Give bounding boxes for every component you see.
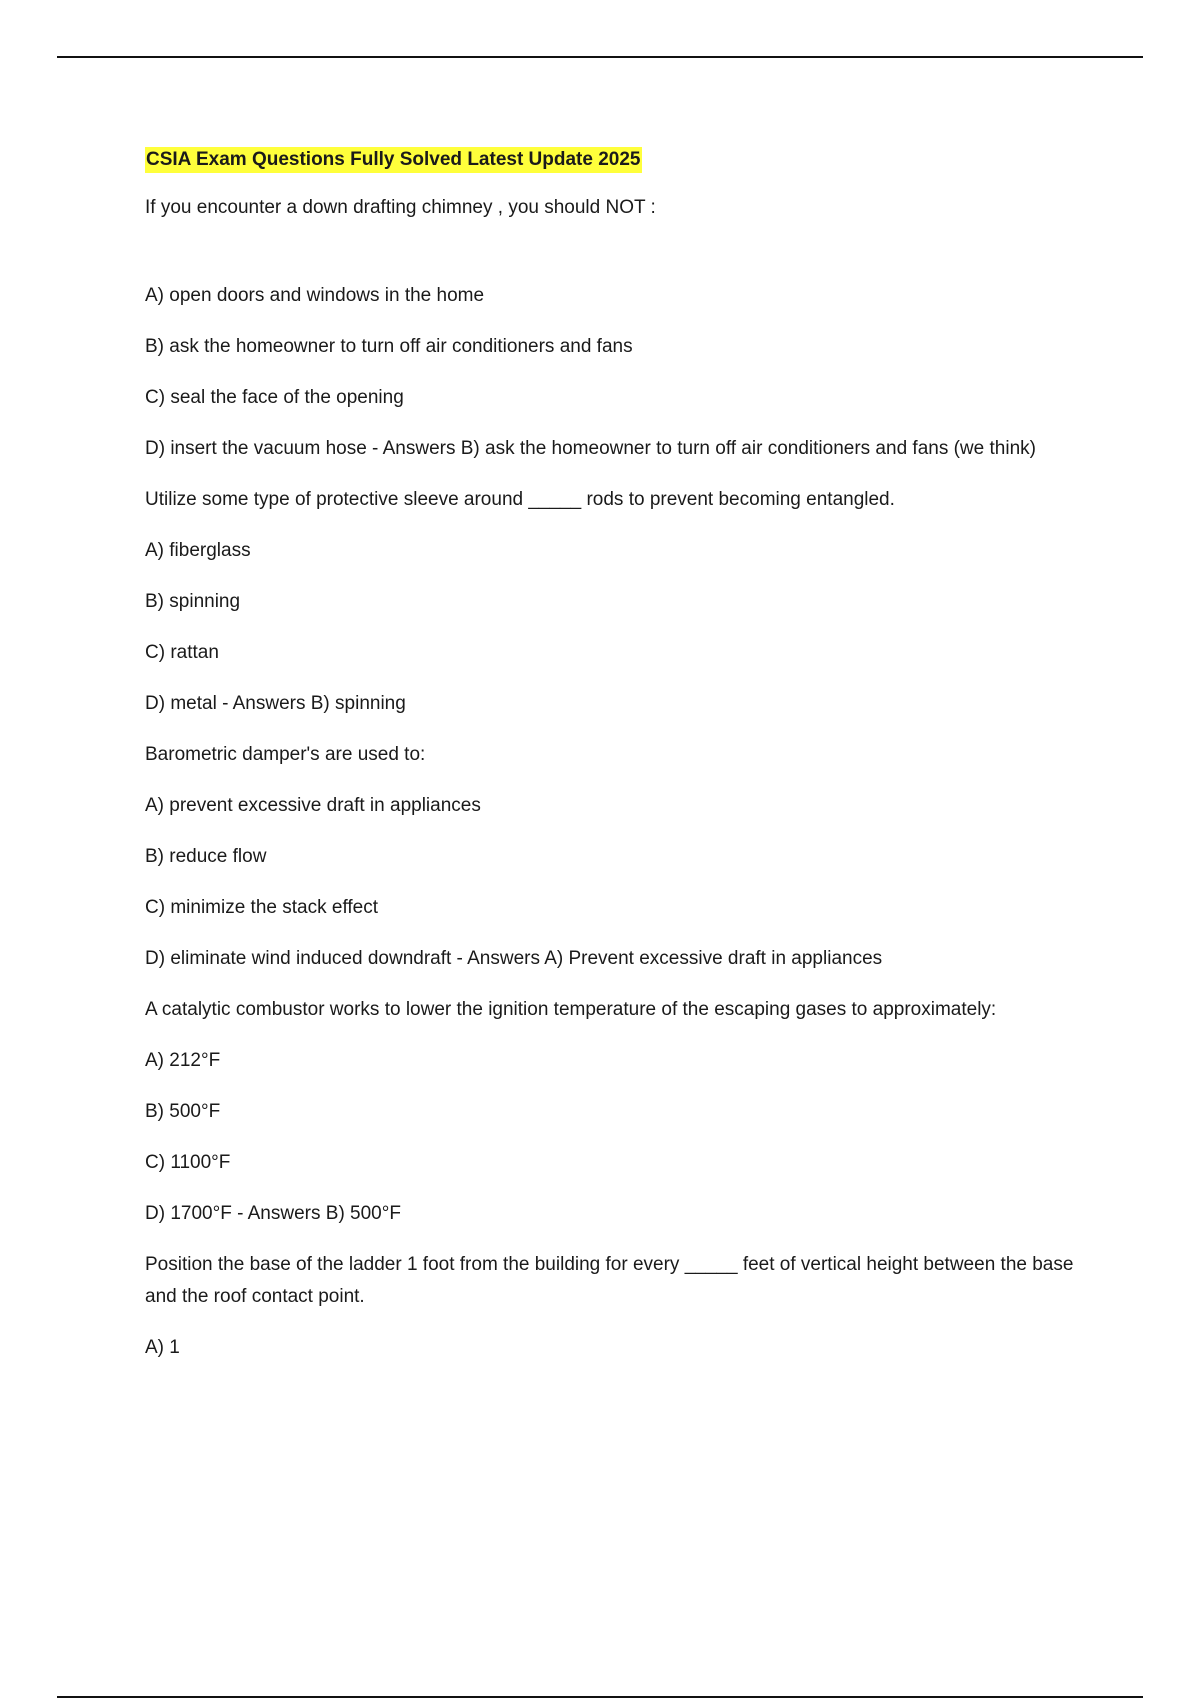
question-4-option-a: A) 212°F bbox=[145, 1050, 221, 1071]
question-3-option-c: C) minimize the stack effect bbox=[145, 897, 379, 918]
question-4-option-d-answer: D) 1700°F - Answers B) 500°F bbox=[145, 1203, 401, 1224]
question-3-option-d-answer: D) eliminate wind induced downdraft - Answers A) Prevent excessive draft in appliances bbox=[145, 948, 883, 969]
question-2-option-b: B) spinning bbox=[145, 591, 241, 612]
question-2-option-c: C) rattan bbox=[145, 642, 219, 663]
title-block bbox=[145, 144, 1085, 172]
question-5-option-a: A) 1 bbox=[145, 1337, 180, 1358]
header-rule bbox=[57, 56, 1143, 58]
question-1-option-c: C) seal the face of the opening bbox=[145, 387, 404, 408]
question-2-text: Utilize some type of protective sleeve around _____ rods to prevent becoming entangled. bbox=[145, 489, 895, 510]
question-4-option-b: B) 500°F bbox=[145, 1101, 221, 1122]
footer-rule bbox=[57, 1696, 1143, 1698]
question-3-option-a: A) prevent excessive draft in appliances bbox=[145, 795, 481, 816]
question-3-option-b: B) reduce flow bbox=[145, 846, 267, 867]
question-1-option-a: A) open doors and windows in the home bbox=[145, 285, 485, 306]
question-1-option-b: B) ask the homeowner to turn off air conditioners and fans bbox=[145, 336, 633, 357]
question-4-option-c: C) 1100°F bbox=[145, 1152, 231, 1173]
question-5-text: Position the base of the ladder 1 foot from the building for every _____ feet of vertical height between the base and the roof contact point. bbox=[145, 1254, 1074, 1307]
question-1-option-d-answer: D) insert the vacuum hose - Answers B) ask the homeowner to turn off air conditioners and fans (we think) bbox=[145, 438, 1036, 459]
question-2-option-a: A) fiberglass bbox=[145, 540, 251, 561]
document-body bbox=[145, 144, 1085, 1383]
question-2-option-d-answer: D) metal - Answers B) spinning bbox=[145, 693, 406, 714]
question-1-text: If you encounter a down drafting chimney , you should NOT : bbox=[145, 197, 656, 218]
question-3-text: Barometric damper's are used to: bbox=[145, 744, 426, 765]
question-4-text: A catalytic combustor works to lower the ignition temperature of the escaping gases to approximately: bbox=[145, 999, 997, 1020]
document-title: CSIA Exam Questions Fully Solved Latest Update 2025 bbox=[145, 147, 642, 173]
